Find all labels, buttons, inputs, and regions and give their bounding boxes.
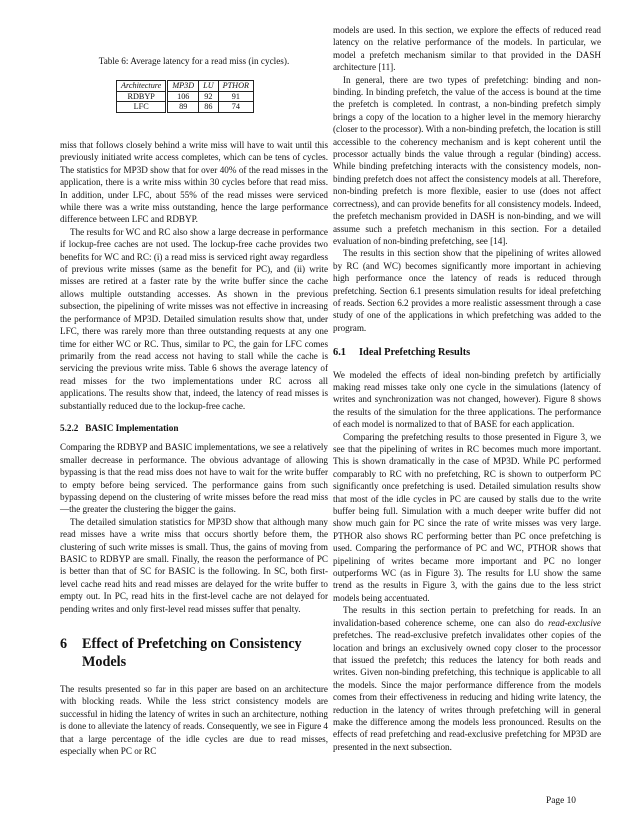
table-cell: 92 bbox=[199, 91, 218, 102]
body-paragraph: The results in this section show that the pipelining of writes allowed by RC (and WC) becomes significantly more important in achieving high performance once the latency of reads is reduced through prefetching. Section 6.1 presents simulation results for ideal prefetching of reads. Section 6.2 provides a more realistic assessment through a case study of one of the applications in which prefetching was added to the program. bbox=[333, 248, 601, 333]
body-paragraph: The detailed simulation statistics for MP3D show that although many read misses have a write miss that occurs shortly before them, the clustering of such write misses is small. Thus, the gains of moving from BASIC to RDBYP are small. Finally, the reason the performance of PC is better than that of SC for BASIC is the following. In SC, both first-level cache read hits and read misses are delayed for the write buffer to empty out. In PC, read hits in the first-level cache are not delayed for pending writes and only first-level read misses suffer that penalty. bbox=[60, 516, 328, 614]
body-paragraph: models are used. In this section, we explore the effects of reduced read latency on the relative performance of the models. In particular, we model a prefetch mechanism similar to that provided in the DASH architecture [11]. bbox=[333, 25, 601, 73]
body-paragraph: Comparing the RDBYP and BASIC implementations, we see a relatively smaller decrease in performance. The obvious advantage of allowing bypassing is that the read miss does not have to wait for the write buffer to empty before being serviced. The performance gains from such bypassing depend on the clustering of write misses before the read miss—the greater the clustering the bigger the gains. bbox=[60, 442, 328, 515]
page-number: Page 10 bbox=[546, 796, 576, 806]
table-6 bbox=[116, 80, 254, 113]
section-heading bbox=[60, 635, 328, 671]
section-title: Effect of Prefetching on Consistency Models bbox=[82, 636, 302, 671]
subsection-heading bbox=[333, 347, 601, 359]
body-paragraph bbox=[333, 604, 601, 753]
table-header-cell: LU bbox=[199, 81, 218, 92]
table-cell: 91 bbox=[218, 91, 253, 102]
table-row bbox=[117, 102, 254, 113]
right-column bbox=[333, 24, 601, 753]
table-cell: LFC bbox=[117, 102, 167, 113]
subsection-title: BASIC Implementation bbox=[85, 422, 179, 433]
table-header-cell: PTHOR bbox=[218, 81, 253, 92]
text-run: prefetches. The read-exclusive prefetch invalidates other copies of the location and brings an exclusively owned copy closer to the processor that issued the prefetch; this reduces the latency for both reads and writes. Given non-binding prefetching, this technique is applicable to all the models. Since the major performance difference from the models comes from their effectiveness in reducing and hiding write latency, the reduction in the latency of writes through prefetching will in general make the difference among the models less pronounced. Results on the effects of read prefetching and read-exclusive prefetching for MP3D are presented in the next subsection. bbox=[333, 630, 601, 752]
section-number: 6 bbox=[60, 636, 68, 653]
subsection-number: 5.2.2 bbox=[60, 422, 79, 433]
table-row bbox=[117, 91, 254, 102]
body-paragraph: In general, there are two types of prefetching: binding and non-binding. In binding prefetch, the value of the access is bound at the time the prefetch is completed. In contrast, a non-binding prefetch simply brings a copy of the location to a higher level in the memory hierarchy (closer to the processor). With a non-binding prefetch, the location is still accessible to the coherency mechanism and is kept coherent until the processor actually binds the value through a regular (binding) access. While binding prefetching interacts with the consistency models, non-binding prefetch does not affect the consistency models at all. Therefore, non-binding prefetch is more flexible, easier to use (does not affect correctness), and can provide benefits for all consistency models. Indeed, the prefetch mechanism provided in DASH is non-binding, and we will assume such a prefetch mechanism in this section. For a detailed evaluation of non-binding prefetching, see [14]. bbox=[333, 74, 601, 246]
table-cell: 74 bbox=[218, 102, 253, 113]
subsection-title: Ideal Prefetching Results bbox=[359, 347, 471, 359]
table-cell: 89 bbox=[167, 102, 199, 113]
table-header-cell: Architecture bbox=[117, 81, 167, 92]
body-paragraph: miss that follows closely behind a write miss will have to wait until this previously initiated write access completes, which can be tens of cycles. The statistics for MP3D show that for over 40% of the read misses in the application, there is a write miss within 30 cycles before that read miss. In addition, under LFC, about 55% of the read misses were serviced while there was a write miss outstanding, hence the large performance difference between LFC and RDBYP. bbox=[60, 140, 328, 225]
table-header-cell: MP3D bbox=[167, 81, 199, 92]
text-run: The results in this section pertain to prefetching for reads. In an invalidation-based coherence scheme, one can also do bbox=[333, 605, 601, 628]
table-cell: RDBYP bbox=[117, 91, 167, 102]
table-cell: 86 bbox=[199, 102, 218, 113]
subsection-heading bbox=[60, 422, 328, 434]
table-header-row bbox=[117, 81, 254, 92]
body-paragraph: We modeled the effects of ideal non-binding prefetch by artificially making read misses take only one cycle in the simulations (latency of writes and synchronization was not changed, however). Figure 8 shows the results of the simulation for the three applications. The performance of each model is normalized to that of BASE for each application. bbox=[333, 369, 601, 430]
body-paragraph: The results for WC and RC also show a large decrease in performance if lockup-free caches are not used. The lockup-free cache provides two benefits for WC and RC: (i) a read miss is serviced right away regardless of previous write misses (same as the benefit for PC), and (ii) write misses are retired at a faster rate by the write buffer since the cache allows multiple outstanding accesses. As shown in the previous subsection, the pipelining of write misses was not effective in increasing the performance of MP3D. Detailed simulation results show that, under LFC, there was rarely more than three outstanding requests at any one time for either WC or RC. Thus, similar to PC, the gain for LFC comes primarily from the read access not having to stall while the cache is servicing the previous write miss. Table 6 shows the average latency of read misses for the two implementations under RC across all applications. The results show that, indeed, the latency of read misses is substantially reduced due to the lockup-free cache. bbox=[60, 226, 328, 411]
emphasis-text: read-exclusive bbox=[548, 617, 601, 628]
body-paragraph: The results presented so far in this paper are based on an architecture with blocking reads. While the less strict consistency models are successful in hiding the latency of writes in such an architecture, nothing is done to alleviate the latency of reads. Consequently, we see in Figure 4 that a large percentage of the idle cycles are due to read misses, especially when PC or RC bbox=[60, 684, 328, 757]
body-paragraph: Comparing the prefetching results to those presented in Figure 3, we see that the pipelining of writes in RC becomes much more important. This is shown dramatically in the case of MP3D. While PC performed comparably to RC with no prefetching, RC is shown to outperform PC significantly once prefetching is used. Detailed simulation results show that most of the idle cycles in PC are caused by stalls due to the write buffer being full. Simulation with a much deeper write buffer did not show much gain for PC since the rate of write misses was very large. PTHOR also shows RC performing better than PC once prefetching is used. Comparing the performance of PC and WC, PTHOR shows that pipelining of writes became more important and PC no longer outperforms WC (as in Figure 3). The results for LU show the same trend as the results in Figure 3, with the gains due to the less strict models being accentuated. bbox=[333, 431, 601, 603]
table-6-caption: Table 6: Average latency for a read miss (in cycles). bbox=[98, 56, 290, 66]
table-cell: 106 bbox=[167, 91, 199, 102]
subsection-number: 6.1 bbox=[333, 347, 346, 359]
left-column bbox=[60, 139, 328, 757]
